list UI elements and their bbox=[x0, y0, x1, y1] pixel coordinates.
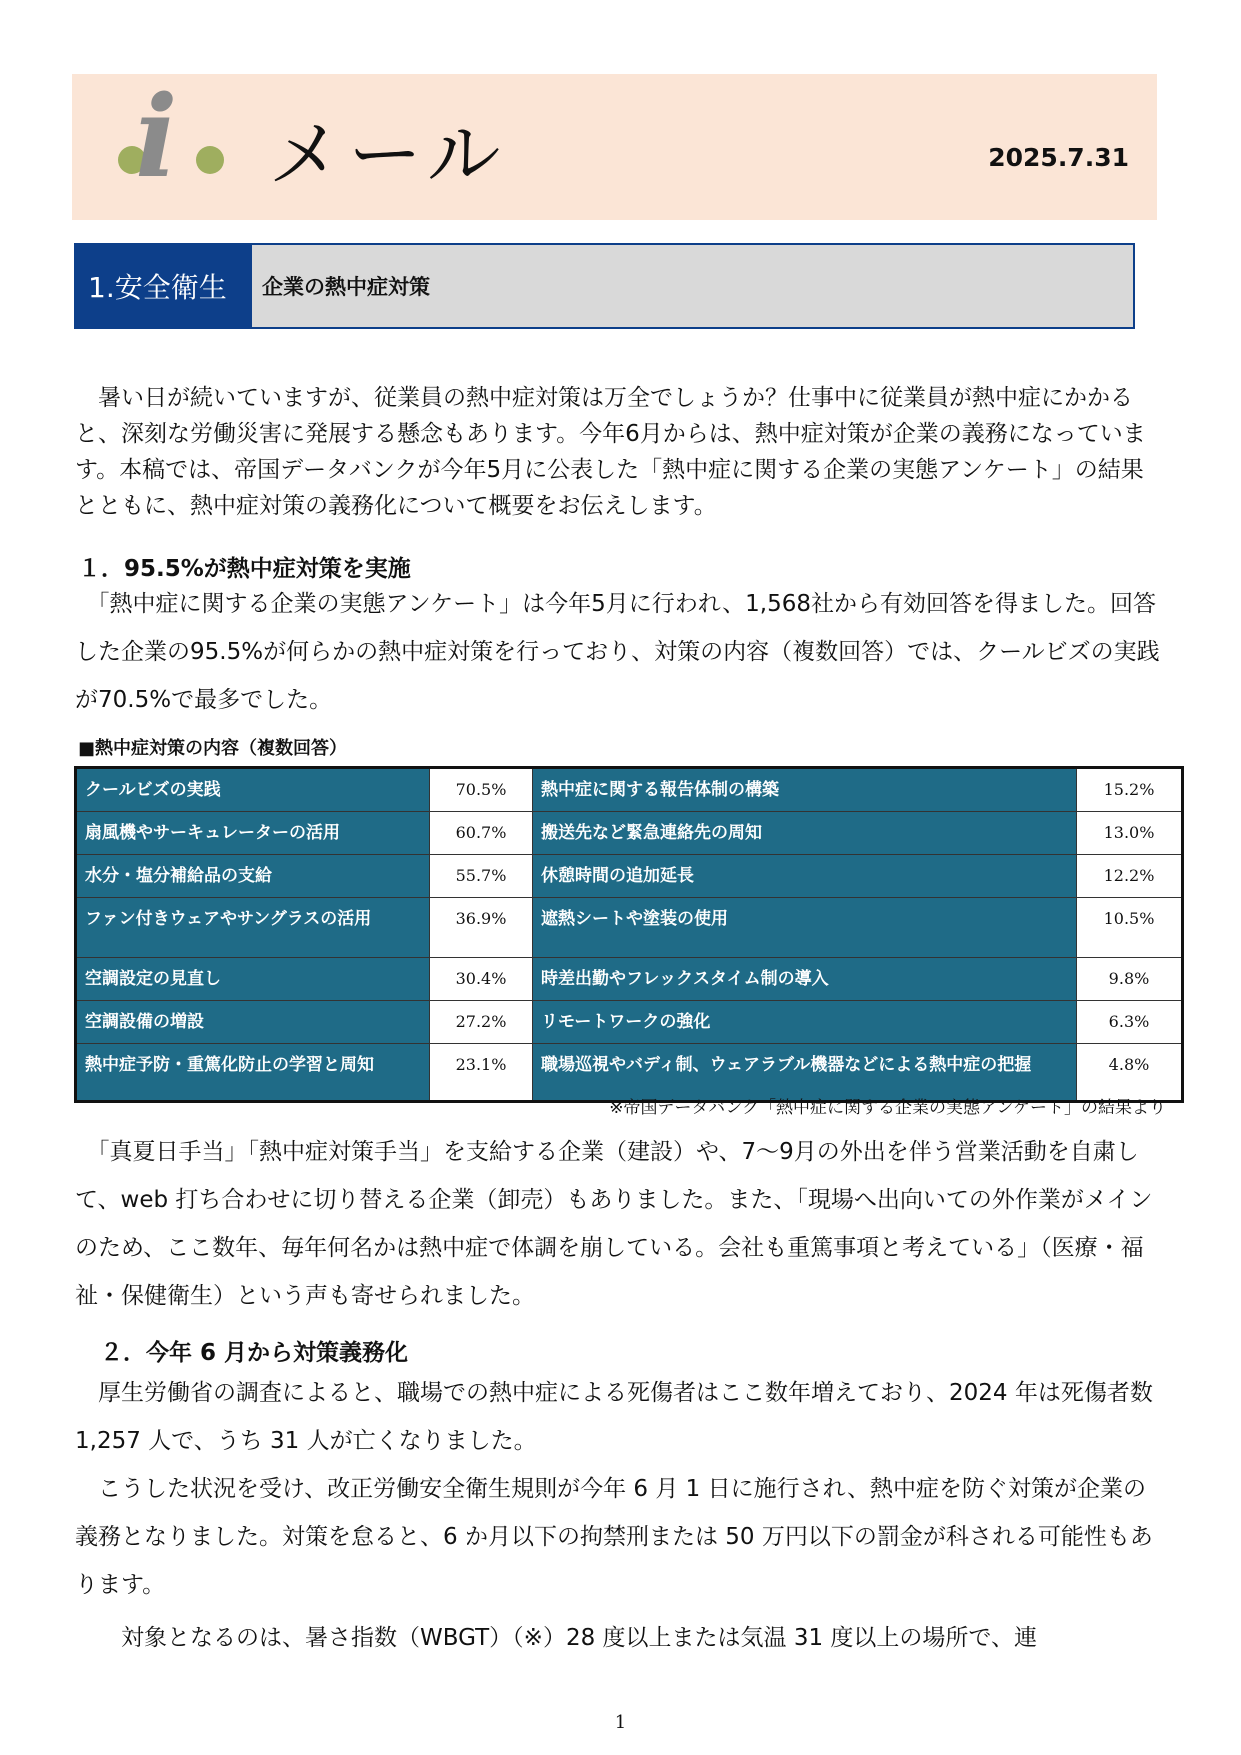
table-row bbox=[76, 958, 1183, 1001]
measure-value: 23.1% bbox=[430, 1044, 533, 1102]
part2-paragraph3: 対象となるのは、暑さ指数（WBGT）（※）28 度以上または気温 31 度以上の場所で、連 bbox=[75, 1625, 1037, 1651]
measure-label: リモートワークの強化 bbox=[533, 1001, 1077, 1044]
measure-value: 55.7% bbox=[430, 855, 533, 898]
measure-value: 4.8% bbox=[1077, 1044, 1183, 1102]
measure-value: 36.9% bbox=[430, 898, 533, 958]
part1-paragraph2: 「真夏日手当」「熱中症対策手当」を支給する企業（建設）や、7〜9月の外出を伴う営業活動を自粛して、web 打ち合わせに切り替える企業（卸売）もありました。また、「現場へ出向いての外作業がメインのため、ここ数年、毎年何名かは熱中症で体調を崩している。会社も重篤事項と考えている」（医療・福祉・保健衛生）という声も寄せられました。 bbox=[75, 1139, 1153, 1309]
measure-value: 15.2% bbox=[1077, 768, 1183, 812]
intro-paragraph: 暑い日が続いていますが、従業員の熱中症対策は万全でしょうか？仕事中に従業員が熱中症にかかると、深刻な労働災害に発展する懸念もあります。今年6月からは、熱中症対策が企業の義務になっています。本稿では、帝国データバンクが今年5月に公表した「熱中症に関する企業の実態アンケート」の結果とともに、熱中症対策の義務化について概要をお伝えします。 bbox=[75, 385, 1146, 519]
measure-value: 30.4% bbox=[430, 958, 533, 1001]
measure-label: 休憩時間の追加延長 bbox=[533, 855, 1077, 898]
heading-part1: １．95.5%が熱中症対策を実施 bbox=[78, 556, 411, 582]
measure-label: クールビズの実践 bbox=[76, 768, 430, 812]
brand-title: メール bbox=[268, 112, 507, 198]
measure-label: 熱中症に関する報告体制の構築 bbox=[533, 768, 1077, 812]
measure-label: 空調設定の見直し bbox=[76, 958, 430, 1001]
part2-paragraph1: 厚生労働省の調査によると、職場での熱中症による死傷者はここ数年増えており、2024 年は死傷者数 1,257 人で、うち 31 人が亡くなりました。 bbox=[75, 1380, 1153, 1454]
part1-paragraph: 「熱中症に関する企業の実態アンケート」は今年5月に行われ、1,568社から有効回答を得ました。回答した企業の95.5%が何らかの熱中症対策を行っており、対策の内容（複数回答）では、クールビズの実践が70.5%で最多でした。 bbox=[75, 591, 1160, 713]
table-row bbox=[76, 1001, 1183, 1044]
measure-value: 10.5% bbox=[1077, 898, 1183, 958]
measure-label: 空調設備の増設 bbox=[76, 1001, 430, 1044]
measure-label: 熱中症予防・重篤化防止の学習と周知 bbox=[76, 1044, 430, 1102]
measure-label: ファン付きウェアやサングラスの活用 bbox=[76, 898, 430, 958]
part2-paragraph2: こうした状況を受け、改正労働安全衛生規則が今年 6 月 1 日に施行され、熱中症を防ぐ対策が企業の義務となりました。対策を怠ると、6 か月以下の拘禁刑または 50 万円以下の罰金が科される可能性もあります。 bbox=[75, 1476, 1153, 1598]
table-row bbox=[76, 768, 1183, 812]
measure-value: 12.2% bbox=[1077, 855, 1183, 898]
measure-label: 水分・塩分補給品の支給 bbox=[76, 855, 430, 898]
measure-value: 70.5% bbox=[430, 768, 533, 812]
measure-value: 13.0% bbox=[1077, 812, 1183, 855]
issue-date: 2025.7.31 bbox=[988, 143, 1129, 172]
logo-letter: i bbox=[135, 72, 178, 203]
heading-part2: ２．今年 6 月から対策義務化 bbox=[100, 1340, 409, 1366]
section-title: 企業の熱中症対策 bbox=[252, 245, 1133, 327]
source-note: ※帝国データバンク「熱中症に関する企業の実態アンケート」の結果より bbox=[609, 1098, 1166, 1118]
measure-label: 遮熱シートや塗装の使用 bbox=[533, 898, 1077, 958]
measure-value: 27.2% bbox=[430, 1001, 533, 1044]
table-caption: ■熱中症対策の内容（複数回答） bbox=[78, 738, 348, 759]
section-header bbox=[74, 243, 1135, 329]
measure-label: 時差出勤やフレックスタイム制の導入 bbox=[533, 958, 1077, 1001]
table-row bbox=[76, 812, 1183, 855]
page-number: 1 bbox=[614, 1712, 627, 1733]
measures-table bbox=[74, 766, 1184, 1103]
measure-value: 60.7% bbox=[430, 812, 533, 855]
logo-right-dot bbox=[196, 146, 224, 174]
measure-value: 9.8% bbox=[1077, 958, 1183, 1001]
measure-label: 搬送先など緊急連絡先の周知 bbox=[533, 812, 1077, 855]
measure-label: 職場巡視やバディ制、ウェアラブル機器などによる熱中症の把握 bbox=[533, 1044, 1077, 1102]
section-number: 1.安全衛生 bbox=[76, 245, 252, 327]
measure-label: 扇風機やサーキュレーターの活用 bbox=[76, 812, 430, 855]
table-row bbox=[76, 898, 1183, 958]
table-row bbox=[76, 855, 1183, 898]
measure-value: 6.3% bbox=[1077, 1001, 1183, 1044]
